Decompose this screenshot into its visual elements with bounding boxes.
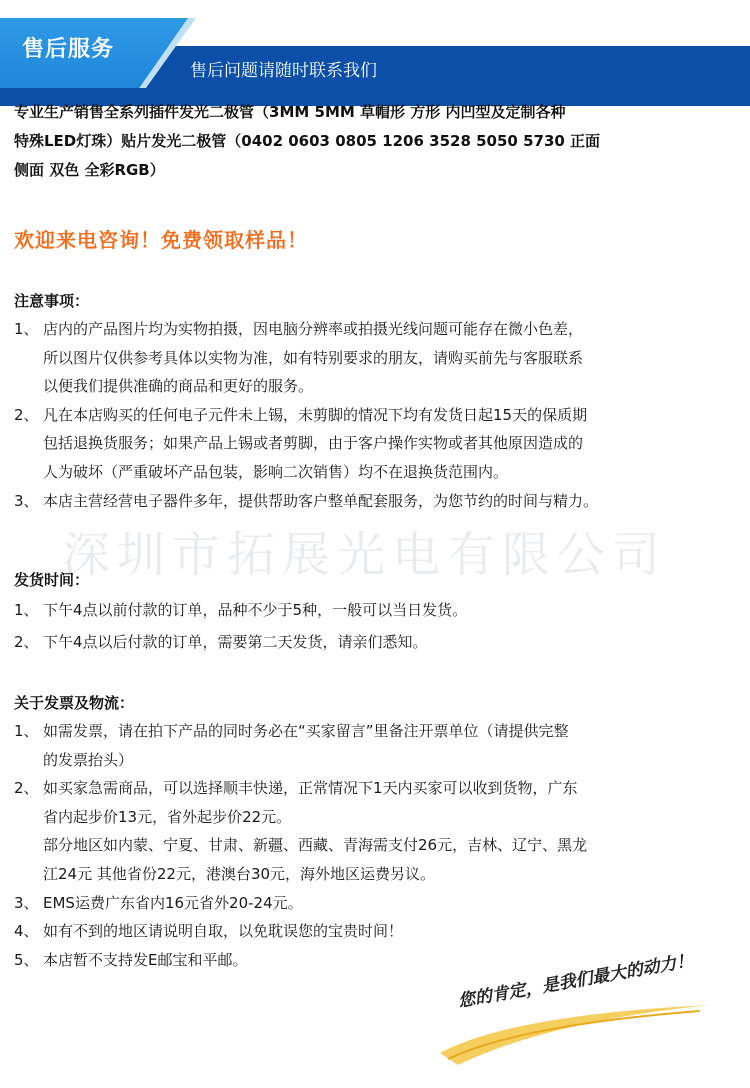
- item-line: 以便我们提供准确的商品和更好的服务。: [43, 377, 314, 396]
- item-number: 2、: [14, 632, 39, 651]
- item-number: 1、: [14, 601, 39, 619]
- item-line: 包括退换货服务；如果产品上锡或者剪脚，由于客户操作实物或者其他原因造成的: [43, 434, 584, 453]
- item-number: 5、: [14, 950, 39, 969]
- item-line: 如需发票，请在拍下产品的同时务必在“买家留言”里备注开票单位（请提供完整: [43, 722, 569, 740]
- notes-title: 注意事项：: [14, 292, 90, 310]
- notes-item: [14, 401, 744, 487]
- banner-subtitle: 售后问题请随时联系我们: [190, 61, 377, 81]
- notes-item: [14, 315, 744, 401]
- notes-item: [14, 487, 744, 516]
- banner-title: 售后服务: [22, 37, 115, 62]
- item-line: 下午4点以前付款的订单，品种不少于5种，一般可以当日发货。: [43, 601, 468, 619]
- item-line: 如有不到的地区请说明自取，以免耽误您的宝贵时间！: [43, 922, 404, 941]
- item-number: 1、: [14, 722, 39, 740]
- item-line: EMS运费广东省内16元省外20-24元。: [43, 893, 303, 912]
- slogan-text: 您的肯定，是我们最大的动力！: [456, 950, 695, 1012]
- item-line: 凡在本店购买的任何电子元件未上锡，未剪脚的情况下均有发货日起15天的保质期: [43, 405, 588, 424]
- item-number: 3、: [14, 893, 39, 912]
- item-line: 下午4点以后付款的订单，需要第二天发货，请亲们悉知。: [43, 632, 428, 651]
- shipping-item: [14, 628, 744, 657]
- shipping-section: [14, 566, 744, 656]
- item-number: 2、: [14, 779, 39, 798]
- item-line: 江24元 其他省份22元，港澳台30元，海外地区运费另议。: [43, 864, 436, 883]
- invoice-title: 关于发票及物流：: [14, 694, 135, 712]
- item-number: 3、: [14, 491, 39, 510]
- item-line: 人为破坏（严重破坏产品包装，影响二次销售）均不在退换货范围内。: [43, 462, 509, 481]
- item-line: 省内起步价13元，省外起步价22元。: [43, 807, 292, 826]
- item-line: 本店主营经营电子器件多年，提供帮助客户整单配套服务，为您节约的时间与精力。: [43, 491, 599, 510]
- invoice-section: [14, 689, 744, 974]
- item-number: 1、: [14, 320, 39, 338]
- header-banner: [0, 18, 750, 88]
- item-number: 4、: [14, 922, 39, 941]
- promo-headline: 欢迎来电咨询！免费领取样品！: [14, 228, 308, 252]
- item-line: 本店暂不支持发E邮宝和平邮。: [43, 950, 248, 969]
- slogan-graphic: [430, 950, 730, 1075]
- invoice-item: [14, 889, 744, 918]
- invoice-item: [14, 917, 744, 946]
- intro-paragraph: [14, 98, 739, 185]
- intro-line: 专业生产销售全系列插件发光二极管（3MM 5MM 草帽形 方形 内凹型及定制各种: [14, 103, 566, 121]
- shipping-title: 发货时间：: [14, 571, 90, 589]
- item-line: 的发票抬头）: [43, 750, 134, 769]
- intro-line: 特殊LED灯珠）贴片发光二极管（0402 0603 0805 1206 3528 5050 5730 正面: [14, 132, 601, 150]
- shipping-item: [14, 596, 744, 625]
- intro-line: 侧面 双色 全彩RGB）: [14, 161, 165, 179]
- invoice-item: [14, 774, 744, 888]
- invoice-item: [14, 717, 744, 774]
- item-line: 部分地区如内蒙、宁夏、甘肃、新疆、西藏、青海需支付26元，吉林、辽宁、黑龙: [43, 836, 588, 855]
- item-line: 如买家急需商品，可以选择顺丰快递，正常情况下1天内买家可以收到货物，广东: [43, 779, 578, 798]
- item-line: 店内的产品图片均为实物拍摄，因电脑分辨率或拍摄光线问题可能存在微小色差，: [43, 320, 584, 338]
- company-watermark: 深圳市拓展光电有限公司: [62, 527, 668, 583]
- item-line: 所以图片仅供参考具体以实物为准，如有特别要求的朋友，请购买前先与客服联系: [43, 348, 584, 367]
- notes-section: [14, 287, 744, 515]
- item-number: 2、: [14, 405, 39, 424]
